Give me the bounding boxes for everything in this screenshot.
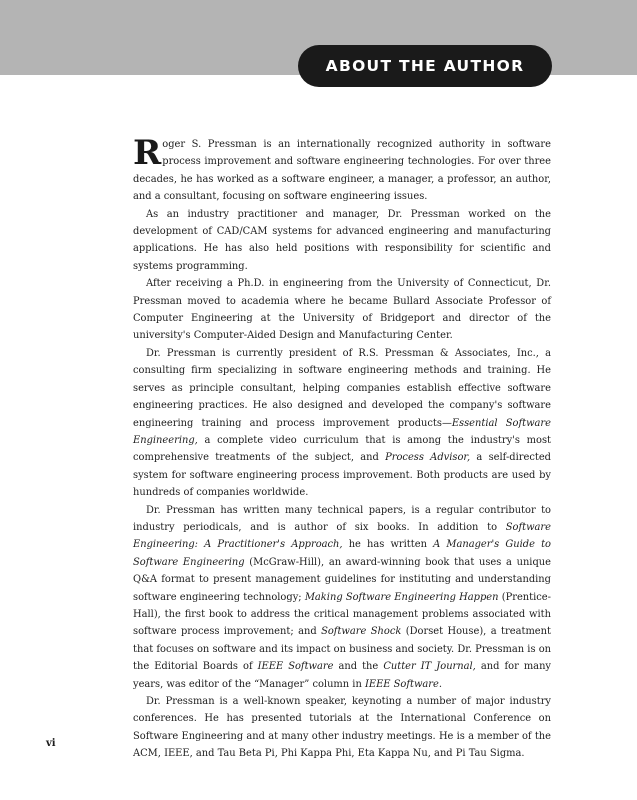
italic-title: Essential Software Engineering,	[133, 417, 551, 446]
italic-title: Software Engineering: A Practitioner's Approach,	[133, 521, 551, 551]
bio-paragraph	[133, 206, 551, 276]
bio-paragraph	[133, 275, 551, 345]
bio-paragraph	[133, 693, 551, 763]
text-run: As an industry practitioner and manager, Dr. Pressman worked on the development of CAD/CAM systems for advanced engineering and manufacturing applications. He has also held positions with responsibility for scientific and systems programming.	[133, 208, 551, 272]
text-run: (Dorset House), a treatment that focuses on software and its impact on business and society. Dr. Pressman is on the Editorial Boards of	[133, 626, 551, 673]
text-run: Dr. Pressman is a well-known speaker, keynoting a number of major industry conferences. He has presented tutorials at the International Conference on Software Engineering and at many other industry meetings. He is a member of the ACM, IEEE, and Tau Beta Pi, Phi Kappa Phi, Eta Kappa Nu, and Pi Tau Sigma.	[133, 696, 551, 760]
italic-title: Process Advisor,	[385, 452, 471, 464]
italic-title: Cutter IT Journal,	[383, 661, 476, 673]
text-run: (Prentice-Hall), the first book to address the critical management problems associated with software process improvement; and	[133, 591, 551, 638]
bio-paragraph	[133, 133, 551, 206]
text-run: a self-directed system for software engineering process improvement. Both products are used by hundreds of companies worldwide.	[133, 452, 551, 499]
italic-title: Software Shock	[321, 626, 402, 638]
page-number: vi	[46, 738, 56, 749]
italic-title: A Manager's Guide to Software Engineering	[133, 539, 552, 568]
author-bio-text	[133, 133, 552, 763]
text-run: a complete video curriculum that is among the industry's most comprehensive treatments of the subject, and	[133, 434, 551, 464]
text-run: oger S. Pressman is an internationally recognized authority in software process improvement and software engineering technologies. For over three decades, he has worked as a software engineer, a manager, a professor, an author, and a consultant, focusing on software engineering issues.	[133, 139, 551, 203]
italic-title: IEEE Software	[257, 661, 334, 673]
text-run: and for many years, was editor of the “Manager” column in	[133, 661, 552, 690]
italic-title: IEEE Software.	[364, 678, 442, 690]
text-run: he has written	[342, 539, 434, 551]
text-run: Dr. Pressman is currently president of R.S. Pressman & Associates, Inc., a consulting firm specializing in software engineering methods and training. He serves as principle consultant, helping companies establish effective software engineering practices. He also designed and developed the company's software engineering training and process improvement products—	[133, 347, 551, 429]
bio-paragraph	[133, 345, 551, 502]
bio-paragraph	[133, 502, 551, 693]
drop-cap: R	[133, 133, 162, 173]
italic-title: Making Software Engineering Happen	[304, 591, 499, 603]
page-title: ABOUT THE AUTHOR	[298, 45, 552, 87]
text-run: (McGraw-Hill), an award-winning book that uses a unique Q&A format to present management guidelines for instituting and understanding software engineering technology;	[133, 556, 551, 603]
text-run: and the	[333, 661, 384, 673]
text-run: Dr. Pressman has written many technical papers, is a regular contributor to industry periodicals, and is author of six books. In addition to	[133, 504, 551, 533]
text-run: After receiving a Ph.D. in engineering from the University of Connecticut, Dr. Pressman moved to academia where he became Bullard Associate Professor of Computer Engineering at the University of Bridgeport and director of the university's Computer-Aided Design and Manufacturing Center.	[133, 278, 551, 342]
